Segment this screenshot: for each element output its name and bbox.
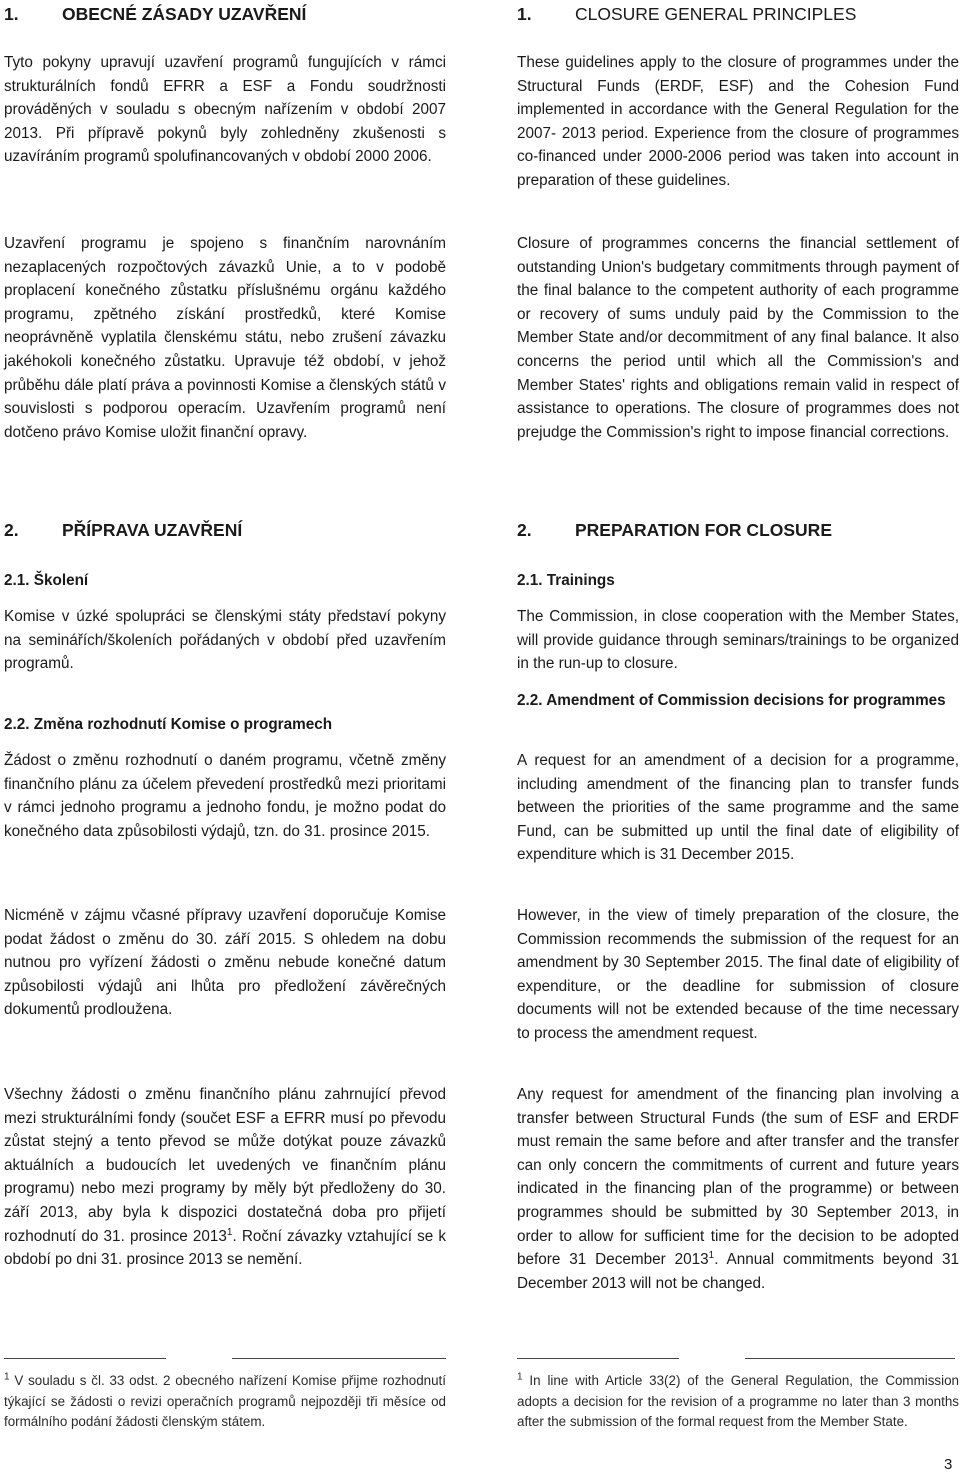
paragraph-6-text: Všechny žádosti o změnu finančního plánu zahrnující převod mezi strukturálními fondy (součet ESF a EFRR musí po převodu zůstat stejný a tento převod se může dotýkat pouze závazků aktuálních a budoucích let uvedených ve finančním plánu programu) nebo mezi programy by měly být předloženy do 30. září 2013, aby byla k dispozici dostatečná doba pro přijetí rozhodnutí do 31. prosince 2013 xyxy=(4,1086,446,1245)
subsection-2-1-heading: 2.1. Trainings xyxy=(517,572,615,589)
footnote-marker: 1 xyxy=(4,1371,10,1383)
section-1-heading xyxy=(517,2,959,26)
paragraph-6-tail: . Annual commitments beyond 31 December 2013 will not be changed. xyxy=(517,1251,959,1292)
section-number: 2. xyxy=(4,520,19,540)
section-number: 1. xyxy=(517,4,532,24)
paragraph-4: A request for an amendment of a decision for a programme, including amendment of the financing plan to transfer funds between the priorities of the same programme and the same Fund, can be submitted up until the final date of eligibility of expenditure which is 31 December 2015. xyxy=(517,752,959,864)
paragraph-2: Uzavření programu je spojeno s finančním narovnáním nezaplacených rozpočtových závazků Unie, a to v podobě proplacení konečného zůstatku příslušnému orgánu každého programu, zpětného získání prostředků, které Komise neoprávněně vyplatila členskému státu, nebo zrušení závazku jakéhokoli konečného zůstatku. Upravuje též období, v jehož průběhu dále platí práva a povinnosti Komise a členských států v souvislosti s podporou operacím. Uzavřením programů není dotčeno právo Komise uložit finanční opravy. xyxy=(4,235,446,441)
section-number: 2. xyxy=(517,520,532,540)
section-title: PREPARATION FOR CLOSURE xyxy=(575,520,832,540)
paragraph-6-text: Any request for amendment of the financing plan involving a transfer between Structural Funds (the sum of ESF and ERDF must remain the same before and after transfer and the transfer can only concern the commitments of current and future years indicated in the financing plan of the programme) or between programmes should be submitted by 30 September 2013, in order to allow for sufficient time for the decision to be adopted before 31 December 2013 xyxy=(517,1086,959,1269)
page-number: 3 xyxy=(944,1456,953,1473)
section-1-heading xyxy=(4,2,446,26)
subsection-2-2-heading: 2.2. Amendment of Commission decisions for programmes xyxy=(517,692,946,709)
footnote xyxy=(517,1371,959,1433)
footnote-separator xyxy=(517,1358,679,1359)
section-2-heading xyxy=(4,518,446,542)
footnote-marker: 1 xyxy=(517,1371,523,1383)
paragraph-3: The Commission, in close cooperation with the Member States, will provide guidance through seminars/trainings to be organized in the run-up to closure. xyxy=(517,608,959,673)
subsection-2-1-heading: 2.1. Školení xyxy=(4,572,89,589)
footnote xyxy=(4,1371,446,1433)
footnote-separator xyxy=(745,1358,955,1359)
section-title: OBECNÉ ZÁSADY UZAVŘENÍ xyxy=(62,4,307,24)
section-number: 1. xyxy=(4,4,19,24)
footnote-text: In line with Article 33(2) of the General Regulation, the Commission adopts a decision for the revision of a programme no later than 3 months after the submission of the formal request from the Member State. xyxy=(517,1373,959,1430)
section-title: CLOSURE GENERAL PRINCIPLES xyxy=(575,4,857,24)
paragraph-3: Komise v úzké spolupráci se členskými státy představí pokyny na seminářích/školeních pořádaných v období před uzavřením programů. xyxy=(4,608,446,673)
section-2-heading xyxy=(517,518,959,542)
footnote-ref: 1 xyxy=(226,1226,233,1238)
paragraph-6-tail: . Roční závazky vztahující se k období po dni 31. prosince 2013 se nemění. xyxy=(4,1227,446,1269)
section-title: PŘÍPRAVA UZAVŘENÍ xyxy=(62,520,243,540)
paragraph-6 xyxy=(517,1083,959,1295)
paragraph-5: Nicméně v zájmu včasné přípravy uzavření doporučuje Komise podat žádost o změnu do 30. září 2015. S ohledem na dobu nutnou pro vyřízení žádosti o změnu nebude konečné datum způsobilosti výdajů ani lhůta pro předložení závěrečných dokumentů prodloužena. xyxy=(4,907,446,1019)
footnote-separator xyxy=(232,1358,446,1359)
paragraph-2: Closure of programmes concerns the financial settlement of outstanding Union's budgetary commitments through payment of the final balance to the competent authority of each programme or recovery of sums unduly paid by the Commission to the Member State and/or decommitment of any final balance. It also concerns the period until which all the Commission's and Member States' rights and obligations remain valid in respect of assistance to operations. The closure of programmes does not prejudge the Commission's right to impose financial corrections. xyxy=(517,235,959,441)
paragraph-5: However, in the view of timely preparation of the closure, the Commission recommends the submission of the request for an amendment by 30 September 2015. The final date of eligibility of expenditure, or the deadline for submission of closure documents will not be extended because of the time necessary to process the amendment request. xyxy=(517,907,959,1042)
footnote-separator xyxy=(4,1358,166,1359)
paragraph-6 xyxy=(4,1083,446,1272)
paragraph-1: These guidelines apply to the closure of programmes under the Structural Funds (ERDF, ESF) and the Cohesion Fund implemented in accordance with the General Regulation for the 2007- 2013 period. Experience from the closure of programmes co-financed under 2000-2006 period was taken into account in preparation of these guidelines. xyxy=(517,54,959,189)
footnote-text: V souladu s čl. 33 odst. 2 obecného nařízení Komise přijme rozhodnutí týkající se žádosti o revizi operačních programů nejpozději tři měsíce od formálního podání žádosti členským státem. xyxy=(4,1373,446,1430)
subsection-2-2-heading: 2.2. Změna rozhodnutí Komise o programech xyxy=(4,716,333,733)
paragraph-4: Žádost o změnu rozhodnutí o daném programu, včetně změny finančního plánu za účelem převedení prostředků mezi prioritami v rámci jednoho programu a jednoho fondu, je možno podat do konečného data způsobilosti výdajů, tzn. do 31. prosince 2015. xyxy=(4,752,446,840)
footnote-ref: 1 xyxy=(708,1250,715,1262)
paragraph-1: Tyto pokyny upravují uzavření programů fungujících v rámci strukturálních fondů EFRR a ESF a Fondu soudržnosti prováděných v souladu s obecným nařízením v období 2007 2013. Při přípravě pokynů byly zohledněny zkušenosti s uzavíráním programů spolufinancovaných v období 2000 2006. xyxy=(4,54,446,166)
